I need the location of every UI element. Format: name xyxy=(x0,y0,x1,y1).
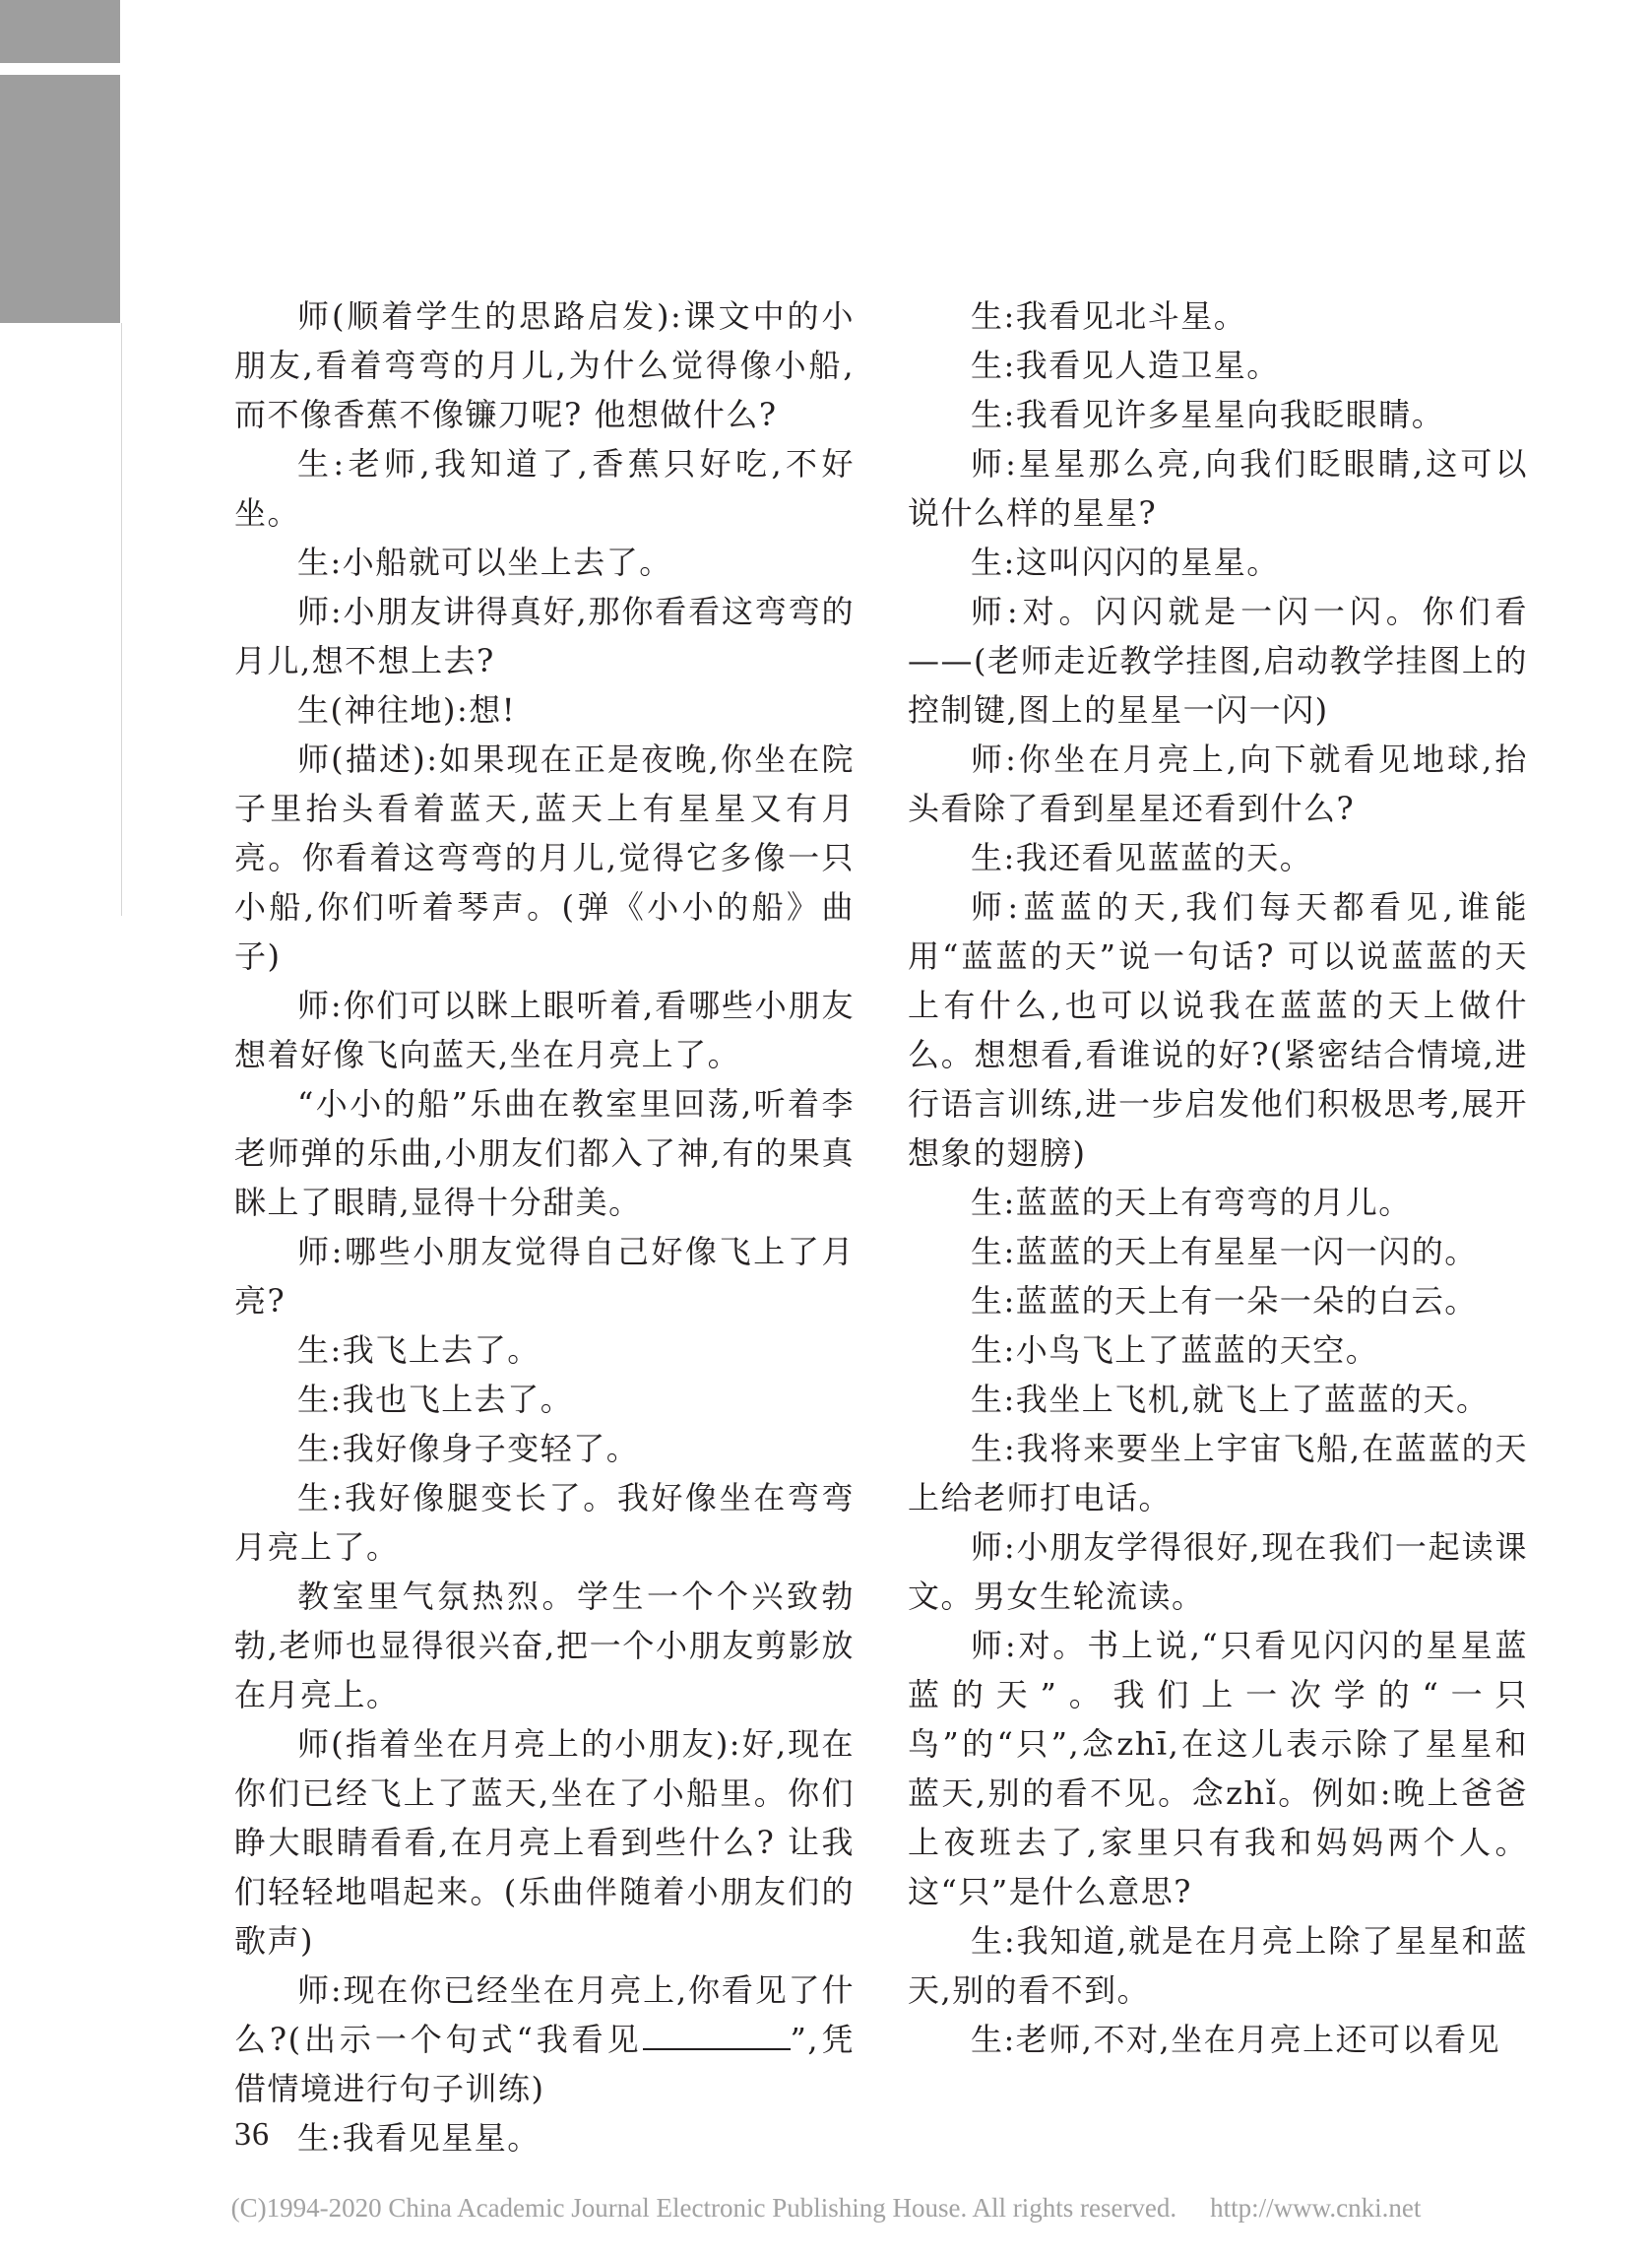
paragraph: 师:星星那么亮,向我们眨眼睛,这可以说什么样的星星? xyxy=(908,445,1528,532)
margin-rule xyxy=(121,323,122,916)
paragraph-text-before-blank: 师:现在你已经坐在月亮上,你看见了什么?(出示一个句式“我看见 xyxy=(234,1971,855,2058)
page-tab-top xyxy=(0,0,120,63)
paragraph: 师:你坐在月亮上,向下就看见地球,抬头看除了看到星星还看到什么? xyxy=(908,741,1528,827)
paragraph: 生:我好像身子变轻了。 xyxy=(297,1430,640,1467)
paragraph: 教室里气氛热烈。学生一个个兴致勃勃,老师也显得很兴奋,把一个小朋友剪影放在月亮上。 xyxy=(234,1578,855,1713)
paragraph: 师:蓝蓝的天,我们每天都看见,谁能用“蓝蓝的天”说一句话? 可以说蓝蓝的天上有什么,也可以说我在蓝蓝的天上做什么。想想看,看谁说的好?(紧密结合情境,进行语言训练,进一步启发他们积极思考,展开想象的翅膀) xyxy=(908,888,1528,1172)
paragraph: 师:对。闪闪就是一闪一闪。你们看——(老师走近教学挂图,启动教学挂图上的控制键,图上的星星一闪一闪) xyxy=(908,593,1528,729)
paragraph: 生:我将来要坐上宇宙飞船,在蓝蓝的天上给老师打电话。 xyxy=(908,1430,1528,1516)
paragraph: 生:小船就可以坐上去了。 xyxy=(297,544,672,581)
paragraph: 师(描述):如果现在正是夜晚,你坐在院子里抬头看着蓝天,蓝天上有星星又有月亮。你看着这弯弯的月儿,觉得它多像一只小船,你们听着琴声。(弹《小小的船》曲子) xyxy=(234,741,855,975)
paragraph: 师:小朋友讲得真好,那你看看这弯弯的月儿,想不想上去? xyxy=(234,593,855,679)
paragraph-with-blank xyxy=(234,1966,855,2113)
paragraph: 师(顺着学生的思路启发):课文中的小朋友,看着弯弯的月儿,为什么觉得像小船,而不像香蕉不像镰刀呢? 他想做什么? xyxy=(234,297,855,433)
paragraph: 生:我也飞上去了。 xyxy=(297,1381,574,1418)
left-column xyxy=(234,291,855,2162)
footer-copyright: (C)1994-2020 China Academic Journal Electronic Publishing House. All rights reserved. xyxy=(230,2193,1177,2223)
fill-in-blank-line xyxy=(643,2021,791,2050)
paragraph: “小小的船”乐曲在教室里回荡,听着李老师弹的乐曲,小朋友们都入了神,有的果真眯上了眼睛,显得十分甜美。 xyxy=(234,1085,855,1221)
paragraph: 生:我看见许多星星向我眨眼睛。 xyxy=(971,396,1445,433)
paragraph: 师:对。书上说,“只看见闪闪的星星蓝蓝的天”。我们上一次学的“一只鸟”的“只”,念zhī,在这儿表示除了星星和蓝天,别的看不见。念zhǐ。例如:晚上爸爸上夜班去了,家里只有我和妈妈两个人。这“只”是什么意思? xyxy=(908,1627,1528,1910)
paragraph: 生:蓝蓝的天上有一朵一朵的白云。 xyxy=(971,1282,1478,1320)
page-tab xyxy=(0,75,120,323)
page-number: 36 xyxy=(234,2116,270,2153)
paragraph: 师:哪些小朋友觉得自己好像飞上了月亮? xyxy=(234,1233,855,1320)
paragraph: 生:老师,我知道了,香蕉只好吃,不好坐。 xyxy=(234,445,855,532)
paragraph: 生:老师,不对,坐在月亮上还可以看见 xyxy=(971,2021,1501,2058)
paragraph: 生:我看见北斗星。 xyxy=(971,297,1247,335)
paragraph: 师:小朋友学得很好,现在我们一起读课文。男女生轮流读。 xyxy=(908,1528,1528,1615)
paragraph: 生:我知道,就是在月亮上除了星星和蓝天,别的看不到。 xyxy=(908,1922,1528,2009)
paragraph-text-after-blank: ”,凭借情境进行句子训练) xyxy=(234,2021,855,2107)
paragraph: 生:我坐上飞机,就飞上了蓝蓝的天。 xyxy=(971,1381,1490,1418)
paragraph: 生:小鸟飞上了蓝蓝的天空。 xyxy=(971,1331,1379,1369)
paragraph: 生:蓝蓝的天上有弯弯的月儿。 xyxy=(971,1184,1412,1221)
paragraph: 生:我看见人造卫星。 xyxy=(971,347,1280,384)
paragraph: 生(神往地):想! xyxy=(297,691,517,729)
paragraph: 生:我飞上去了。 xyxy=(297,1331,540,1369)
paragraph: 师(指着坐在月亮上的小朋友):好,现在你们已经飞上了蓝天,坐在了小船里。你们睁大眼睛看看,在月亮上看到些什么? 让我们轻轻地唱起来。(乐曲伴随着小朋友们的歌声) xyxy=(234,1725,855,1960)
paragraph: 生:我好像腿变长了。我好像坐在弯弯月亮上了。 xyxy=(234,1479,855,1566)
footer xyxy=(0,2190,1652,2225)
right-column xyxy=(908,291,1528,2064)
paragraph: 生:这叫闪闪的星星。 xyxy=(971,544,1280,581)
footer-url[interactable]: http://www.cnki.net xyxy=(1210,2193,1422,2223)
paragraph: 生:我还看见蓝蓝的天。 xyxy=(971,839,1313,876)
paragraph: 生:我看见星星。 xyxy=(297,2119,540,2157)
paragraph: 师:你们可以眯上眼听着,看哪些小朋友想着好像飞向蓝天,坐在月亮上了。 xyxy=(234,987,855,1073)
paragraph: 生:蓝蓝的天上有星星一闪一闪的。 xyxy=(971,1233,1478,1270)
